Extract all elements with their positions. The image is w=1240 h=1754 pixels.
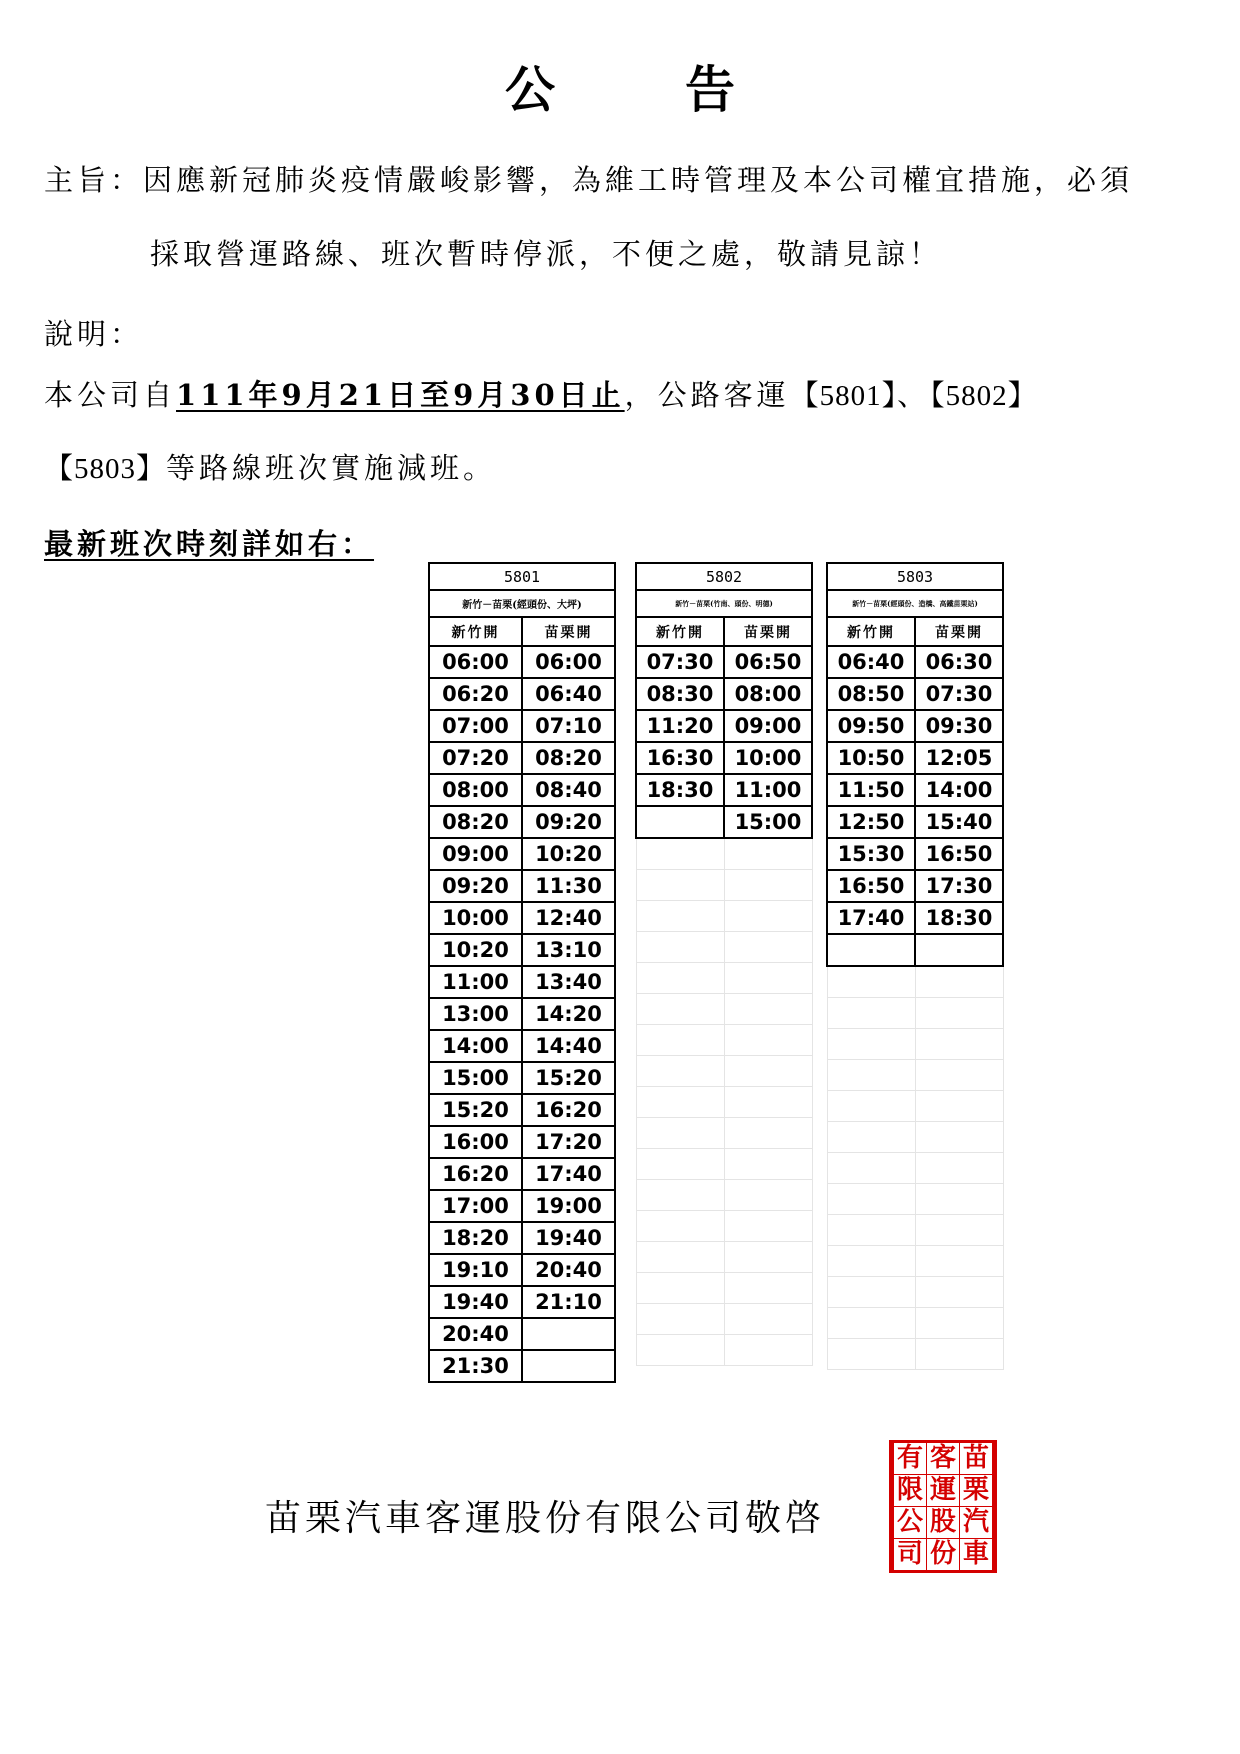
table-row: [429, 902, 615, 934]
departure-hsinchu: 16:50: [827, 870, 915, 902]
departure-hsinchu: 06:00: [429, 646, 522, 678]
empty-grid-cell: [636, 901, 724, 932]
departure-hsinchu: 11:00: [429, 966, 522, 998]
seal-character: 公: [894, 1507, 926, 1538]
empty-grid-cell: [724, 1273, 812, 1304]
table-row: [429, 1062, 615, 1094]
empty-grid-row: [636, 1087, 812, 1118]
departure-miaoli: 06:00: [522, 646, 615, 678]
departure-miaoli: 15:20: [522, 1062, 615, 1094]
empty-grid-row: [827, 1029, 1003, 1060]
seal-character: 限: [894, 1475, 926, 1506]
empty-grid-cell: [724, 1242, 812, 1273]
table-row: [429, 1126, 615, 1158]
table-row: [636, 774, 812, 806]
table-row: [636, 646, 812, 678]
table-row: [827, 806, 1003, 838]
departure-hsinchu: 18:20: [429, 1222, 522, 1254]
empty-grid-row: [636, 838, 812, 870]
departure-miaoli: 18:30: [915, 902, 1003, 934]
empty-grid-cell: [827, 1153, 915, 1184]
empty-grid-cell: [636, 1025, 724, 1056]
column-header-hsinchu: 新竹開: [636, 617, 724, 646]
empty-grid-cell: [636, 870, 724, 901]
empty-grid-row: [636, 963, 812, 994]
departure-miaoli: 10:20: [522, 838, 615, 870]
departure-hsinchu: 10:00: [429, 902, 522, 934]
empty-grid-row: [827, 1122, 1003, 1153]
empty-grid-cell: [827, 1308, 915, 1339]
table-row: [429, 1286, 615, 1318]
table-row: [827, 646, 1003, 678]
empty-grid-cell: [724, 870, 812, 901]
departure-hsinchu: 12:50: [827, 806, 915, 838]
table-row: [429, 1318, 615, 1350]
date-range: 111年9月21日至9月30日止: [176, 378, 625, 412]
empty-grid-cell: [915, 1215, 1003, 1246]
departure-miaoli: 13:40: [522, 966, 615, 998]
table-row: [827, 838, 1003, 870]
departure-hsinchu: 15:20: [429, 1094, 522, 1126]
table-row: [429, 646, 615, 678]
table-row: [827, 870, 1003, 902]
empty-grid-cell: [636, 1242, 724, 1273]
table-row: [429, 774, 615, 806]
table-row: [429, 870, 615, 902]
route-number: 5801: [429, 563, 615, 590]
table-row: [429, 742, 615, 774]
table-row: [636, 710, 812, 742]
empty-grid-cell: [724, 901, 812, 932]
empty-grid-cell: [915, 1091, 1003, 1122]
departure-miaoli: 17:20: [522, 1126, 615, 1158]
empty-grid-cell: [724, 932, 812, 963]
departure-hsinchu: 10:20: [429, 934, 522, 966]
empty-grid-cell: [915, 966, 1003, 998]
empty-grid-cell: [827, 1122, 915, 1153]
table-row: [827, 934, 1003, 966]
departure-hsinchu: 15:00: [429, 1062, 522, 1094]
timetable-5803: [826, 562, 1004, 1370]
table-row: [429, 934, 615, 966]
empty-grid-cell: [827, 1029, 915, 1060]
empty-grid-row: [827, 1091, 1003, 1122]
table-row: [827, 742, 1003, 774]
empty-grid-row: [636, 1149, 812, 1180]
departure-hsinchu: 06:40: [827, 646, 915, 678]
empty-grid-cell: [915, 1308, 1003, 1339]
empty-grid-row: [827, 1060, 1003, 1091]
empty-grid-cell: [636, 963, 724, 994]
route-5802-ref: 【5802】: [930, 380, 1038, 412]
route-description: 新竹－苗栗(經頭份、造橋、高鐵苗栗站): [827, 590, 1003, 617]
departure-miaoli: 19:00: [522, 1190, 615, 1222]
empty-grid-cell: [915, 1339, 1003, 1370]
title-char-1: 公: [505, 60, 555, 119]
empty-grid-cell: [724, 1087, 812, 1118]
table-row: [827, 678, 1003, 710]
table-row: [429, 1190, 615, 1222]
route-number: 5802: [636, 563, 812, 590]
empty-grid-row: [827, 1339, 1003, 1370]
explain-line-2: [44, 446, 496, 487]
empty-grid-cell: [827, 1215, 915, 1246]
table-row: [429, 1350, 615, 1382]
empty-grid-cell: [724, 1304, 812, 1335]
empty-grid-cell: [724, 1056, 812, 1087]
table-row: [429, 1254, 615, 1286]
footer-signature: 苗栗汽車客運股份有限公司敬啓: [265, 1498, 826, 1539]
route-5803-ref: 【5803】: [44, 453, 167, 485]
seal-character: 份: [927, 1539, 959, 1570]
subject-line-1: 主旨：因應新冠肺炎疫情嚴峻影響，為維工時管理及本公司權宜措施，必須: [44, 163, 1134, 197]
table-row: [827, 902, 1003, 934]
empty-grid-cell: [915, 1060, 1003, 1091]
column-header-hsinchu: 新竹開: [827, 617, 915, 646]
departure-hsinchu: 09:50: [827, 710, 915, 742]
empty-grid-row: [636, 1211, 812, 1242]
table-row: [429, 1094, 615, 1126]
departure-hsinchu: 21:30: [429, 1350, 522, 1382]
departure-hsinchu: 08:00: [429, 774, 522, 806]
empty-grid-row: [827, 1246, 1003, 1277]
empty-grid-cell: [636, 994, 724, 1025]
departure-miaoli: 21:10: [522, 1286, 615, 1318]
empty-grid-cell: [724, 1211, 812, 1242]
subject-line-2: 採取營運路線、班次暫時停派，不便之處，敬請見諒！: [150, 237, 943, 271]
title-char-2: 告: [685, 60, 735, 119]
departure-miaoli: [915, 934, 1003, 966]
empty-grid-cell: [915, 1029, 1003, 1060]
empty-grid-cell: [827, 998, 915, 1029]
departure-miaoli: 06:30: [915, 646, 1003, 678]
departure-hsinchu: 18:30: [636, 774, 724, 806]
empty-grid-cell: [827, 1277, 915, 1308]
seal-character: 栗: [960, 1475, 992, 1506]
table-row: [429, 1158, 615, 1190]
explain-prefix: 本公司自: [44, 378, 177, 412]
departure-miaoli: 17:30: [915, 870, 1003, 902]
empty-grid-cell: [915, 1184, 1003, 1215]
empty-grid-cell: [915, 1277, 1003, 1308]
departure-miaoli: 09:20: [522, 806, 615, 838]
seal-character: 司: [894, 1539, 926, 1570]
departure-miaoli: 08:20: [522, 742, 615, 774]
empty-grid-row: [636, 1118, 812, 1149]
departure-hsinchu: 09:00: [429, 838, 522, 870]
departure-hsinchu: 11:50: [827, 774, 915, 806]
empty-grid-row: [827, 1184, 1003, 1215]
table-row: [429, 710, 615, 742]
departure-miaoli: 07:10: [522, 710, 615, 742]
empty-grid-row: [827, 1153, 1003, 1184]
departure-hsinchu: 14:00: [429, 1030, 522, 1062]
empty-grid-row: [636, 1273, 812, 1304]
company-seal: [889, 1440, 997, 1573]
empty-grid-row: [636, 1335, 812, 1366]
column-header-miaoli: 苗栗開: [724, 617, 812, 646]
empty-grid-row: [636, 1304, 812, 1335]
explain-label: 說明：: [44, 317, 144, 351]
empty-grid-cell: [724, 963, 812, 994]
departure-hsinchu: 13:00: [429, 998, 522, 1030]
departure-hsinchu: 08:50: [827, 678, 915, 710]
empty-grid-cell: [827, 1091, 915, 1122]
empty-grid-cell: [827, 1339, 915, 1370]
empty-grid-row: [827, 1308, 1003, 1339]
departure-miaoli: 13:10: [522, 934, 615, 966]
empty-grid-cell: [724, 1118, 812, 1149]
empty-grid-cell: [915, 1153, 1003, 1184]
departure-miaoli: [522, 1318, 615, 1350]
empty-grid-row: [827, 966, 1003, 998]
departure-miaoli: 15:40: [915, 806, 1003, 838]
departure-hsinchu: 07:30: [636, 646, 724, 678]
departure-miaoli: 17:40: [522, 1158, 615, 1190]
empty-grid-row: [636, 932, 812, 963]
seal-character: 汽: [960, 1507, 992, 1538]
departure-miaoli: 10:00: [724, 742, 812, 774]
notice-title: [0, 50, 1240, 122]
timetable-5802: [635, 562, 813, 1366]
empty-grid-cell: [636, 1180, 724, 1211]
empty-grid-row: [636, 870, 812, 901]
departure-miaoli: 06:50: [724, 646, 812, 678]
departure-miaoli: 11:30: [522, 870, 615, 902]
departure-miaoli: 16:20: [522, 1094, 615, 1126]
empty-grid-cell: [827, 1060, 915, 1091]
empty-grid-cell: [724, 1180, 812, 1211]
table-row: [429, 678, 615, 710]
departure-hsinchu: 09:20: [429, 870, 522, 902]
empty-grid-row: [636, 901, 812, 932]
empty-grid-row: [636, 1025, 812, 1056]
departure-hsinchu: 17:00: [429, 1190, 522, 1222]
table-row: [827, 774, 1003, 806]
seal-character: 車: [960, 1539, 992, 1570]
empty-grid-row: [636, 1180, 812, 1211]
departure-hsinchu: 17:40: [827, 902, 915, 934]
empty-grid-cell: [827, 1184, 915, 1215]
empty-grid-row: [827, 1277, 1003, 1308]
departure-miaoli: 19:40: [522, 1222, 615, 1254]
empty-grid-cell: [636, 838, 724, 870]
empty-grid-cell: [724, 994, 812, 1025]
departure-hsinchu: 11:20: [636, 710, 724, 742]
seal-character: 股: [927, 1507, 959, 1538]
empty-grid-row: [827, 1215, 1003, 1246]
departure-miaoli: 20:40: [522, 1254, 615, 1286]
empty-grid-cell: [636, 1304, 724, 1335]
departure-hsinchu: 08:30: [636, 678, 724, 710]
table-row: [429, 1222, 615, 1254]
departure-hsinchu: 15:30: [827, 838, 915, 870]
departure-hsinchu: 07:00: [429, 710, 522, 742]
empty-grid-cell: [636, 1056, 724, 1087]
empty-grid-cell: [636, 1273, 724, 1304]
empty-grid-cell: [636, 1211, 724, 1242]
empty-grid-cell: [827, 1246, 915, 1277]
departure-miaoli: 14:20: [522, 998, 615, 1030]
route-description: 新竹－苗栗(竹南、頭份、明德): [636, 590, 812, 617]
seal-character: 客: [927, 1443, 959, 1474]
departure-hsinchu: [636, 806, 724, 838]
empty-grid-cell: [636, 1087, 724, 1118]
seal-character: 運: [927, 1475, 959, 1506]
departure-miaoli: 07:30: [915, 678, 1003, 710]
empty-grid-cell: [724, 1335, 812, 1366]
empty-grid-cell: [724, 838, 812, 870]
seal-character: 苗: [960, 1443, 992, 1474]
departure-miaoli: 12:05: [915, 742, 1003, 774]
empty-grid-row: [636, 1056, 812, 1087]
empty-grid-cell: [724, 1149, 812, 1180]
table-row: [429, 838, 615, 870]
departure-miaoli: 08:00: [724, 678, 812, 710]
column-header-miaoli: 苗栗開: [522, 617, 615, 646]
departure-miaoli: 15:00: [724, 806, 812, 838]
departure-miaoli: 09:00: [724, 710, 812, 742]
table-row: [636, 742, 812, 774]
departure-miaoli: [522, 1350, 615, 1382]
table-row: [429, 998, 615, 1030]
table-row: [636, 806, 812, 838]
departure-miaoli: 11:00: [724, 774, 812, 806]
departure-hsinchu: 19:40: [429, 1286, 522, 1318]
explain-suffix: 等路線班次實施減班。: [166, 451, 497, 485]
empty-grid-cell: [827, 966, 915, 998]
table-row: [827, 710, 1003, 742]
empty-grid-cell: [915, 998, 1003, 1029]
empty-grid-cell: [636, 1149, 724, 1180]
departure-miaoli: 14:40: [522, 1030, 615, 1062]
departure-hsinchu: 16:00: [429, 1126, 522, 1158]
departure-miaoli: 09:30: [915, 710, 1003, 742]
departure-miaoli: 16:50: [915, 838, 1003, 870]
explain-sep: 、: [897, 378, 931, 412]
departure-hsinchu: 16:30: [636, 742, 724, 774]
departure-hsinchu: 06:20: [429, 678, 522, 710]
departure-hsinchu: 07:20: [429, 742, 522, 774]
column-header-miaoli: 苗栗開: [915, 617, 1003, 646]
empty-grid-cell: [636, 932, 724, 963]
empty-grid-cell: [915, 1246, 1003, 1277]
route-description: 新竹－苗栗(經頭份、大坪): [429, 590, 615, 617]
schedule-heading: 最新班次時刻詳如右：: [44, 527, 375, 561]
empty-grid-row: [827, 998, 1003, 1029]
empty-grid-cell: [724, 1025, 812, 1056]
seal-character: 有: [894, 1443, 926, 1474]
column-header-hsinchu: 新竹開: [429, 617, 522, 646]
empty-grid-cell: [915, 1122, 1003, 1153]
explain-line-1: [44, 373, 1038, 414]
empty-grid-row: [636, 994, 812, 1025]
table-row: [429, 966, 615, 998]
departure-hsinchu: 08:20: [429, 806, 522, 838]
empty-grid-row: [636, 1242, 812, 1273]
departure-miaoli: 06:40: [522, 678, 615, 710]
table-row: [429, 1030, 615, 1062]
departure-miaoli: 14:00: [915, 774, 1003, 806]
departure-hsinchu: 16:20: [429, 1158, 522, 1190]
departure-hsinchu: 10:50: [827, 742, 915, 774]
departure-hsinchu: 20:40: [429, 1318, 522, 1350]
explain-mid: ，公路客運: [624, 378, 790, 412]
route-5801-ref: 【5801】: [789, 380, 898, 412]
empty-grid-cell: [636, 1118, 724, 1149]
departure-hsinchu: [827, 934, 915, 966]
timetable-5801: [428, 562, 616, 1383]
table-row: [636, 678, 812, 710]
departure-hsinchu: 19:10: [429, 1254, 522, 1286]
route-number: 5803: [827, 563, 1003, 590]
empty-grid-cell: [636, 1335, 724, 1366]
departure-miaoli: 08:40: [522, 774, 615, 806]
departure-miaoli: 12:40: [522, 902, 615, 934]
table-row: [429, 806, 615, 838]
